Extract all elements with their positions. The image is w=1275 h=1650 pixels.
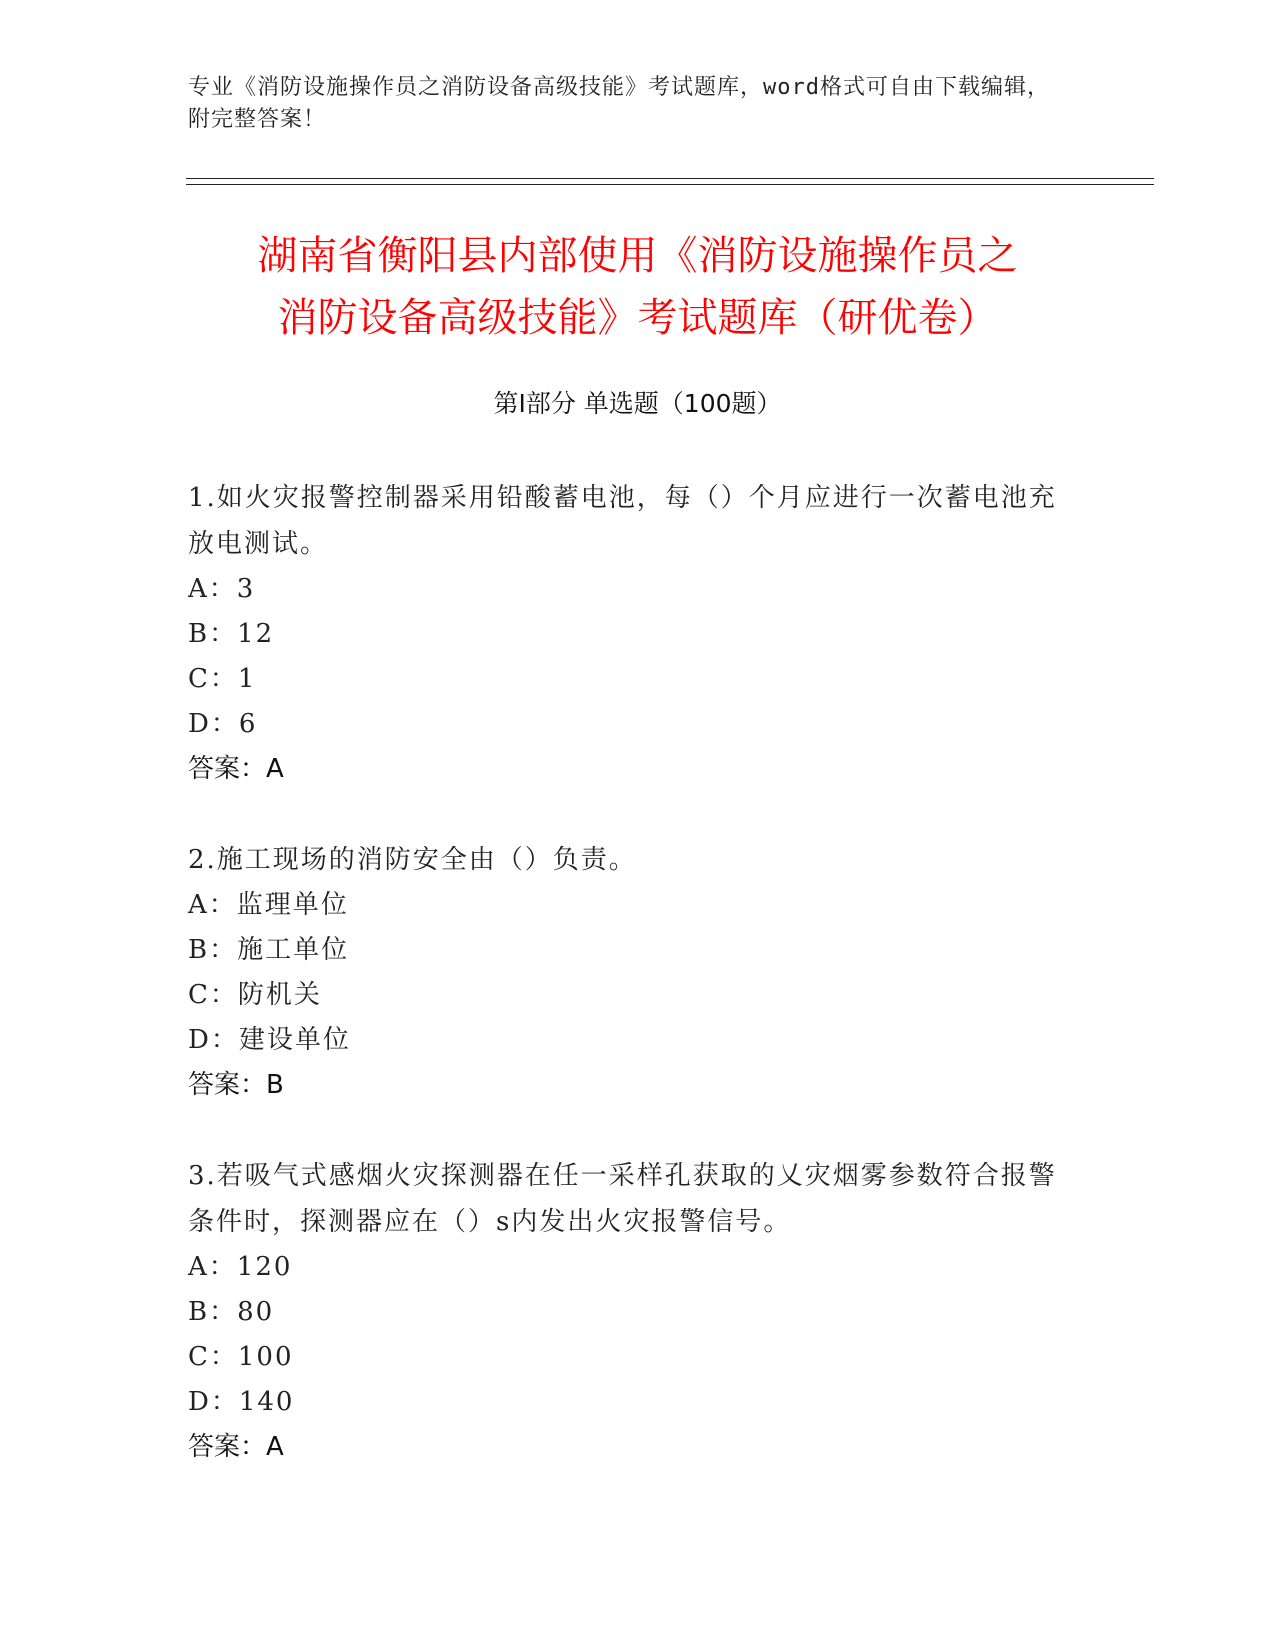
question-stem: 1.如火灾报警控制器采用铅酸蓄电池，每（）个月应进行一次蓄电池充放电测试。: [188, 483, 1057, 559]
option-a: A：监理单位: [188, 890, 349, 920]
header-note: 专业《消防设施操作员之消防设备高级技能》考试题库，word格式可自由下载编辑，附完整答案！: [188, 75, 1050, 132]
section-heading: 第Ⅰ部分 单选题（100题）: [493, 389, 782, 418]
option-d: D：建设单位: [188, 1025, 351, 1055]
answer: 答案：B: [188, 1070, 284, 1100]
document-title-line-1: 湖南省衡阳县内部使用《消防设施操作员之: [257, 233, 1018, 279]
header-divider-double: [186, 184, 1154, 185]
document-title-line-2: 消防设备高级技能》考试题库（研优卷）: [277, 295, 998, 341]
option-a: A：3: [188, 574, 256, 604]
option-b: B：80: [188, 1297, 275, 1327]
option-c: C：100: [188, 1342, 294, 1372]
option-a: A：120: [188, 1252, 293, 1282]
question-1: [188, 475, 1068, 792]
question-3: [188, 1153, 1068, 1470]
question-stem: 3.若吸气式感烟火灾探测器在任一采样孔获取的乂灾烟雾参数符合报警条件时，探测器应在（）s内发出火灾报警信号。: [188, 1161, 1057, 1237]
answer: 答案：A: [188, 754, 284, 784]
question-list: [188, 475, 1068, 1515]
option-d: D：140: [188, 1387, 295, 1417]
option-b: B：施工单位: [188, 935, 350, 965]
question-2: [188, 837, 1068, 1108]
option-c: C：1: [188, 664, 257, 694]
document-title: [150, 225, 1125, 349]
option-b: B：12: [188, 619, 275, 649]
option-d: D：6: [188, 709, 258, 739]
option-c: C：防机关: [188, 980, 322, 1010]
question-stem: 2.施工现场的消防安全由（）负责。: [188, 845, 637, 875]
header-divider: [186, 178, 1154, 179]
answer: 答案：A: [188, 1432, 284, 1462]
